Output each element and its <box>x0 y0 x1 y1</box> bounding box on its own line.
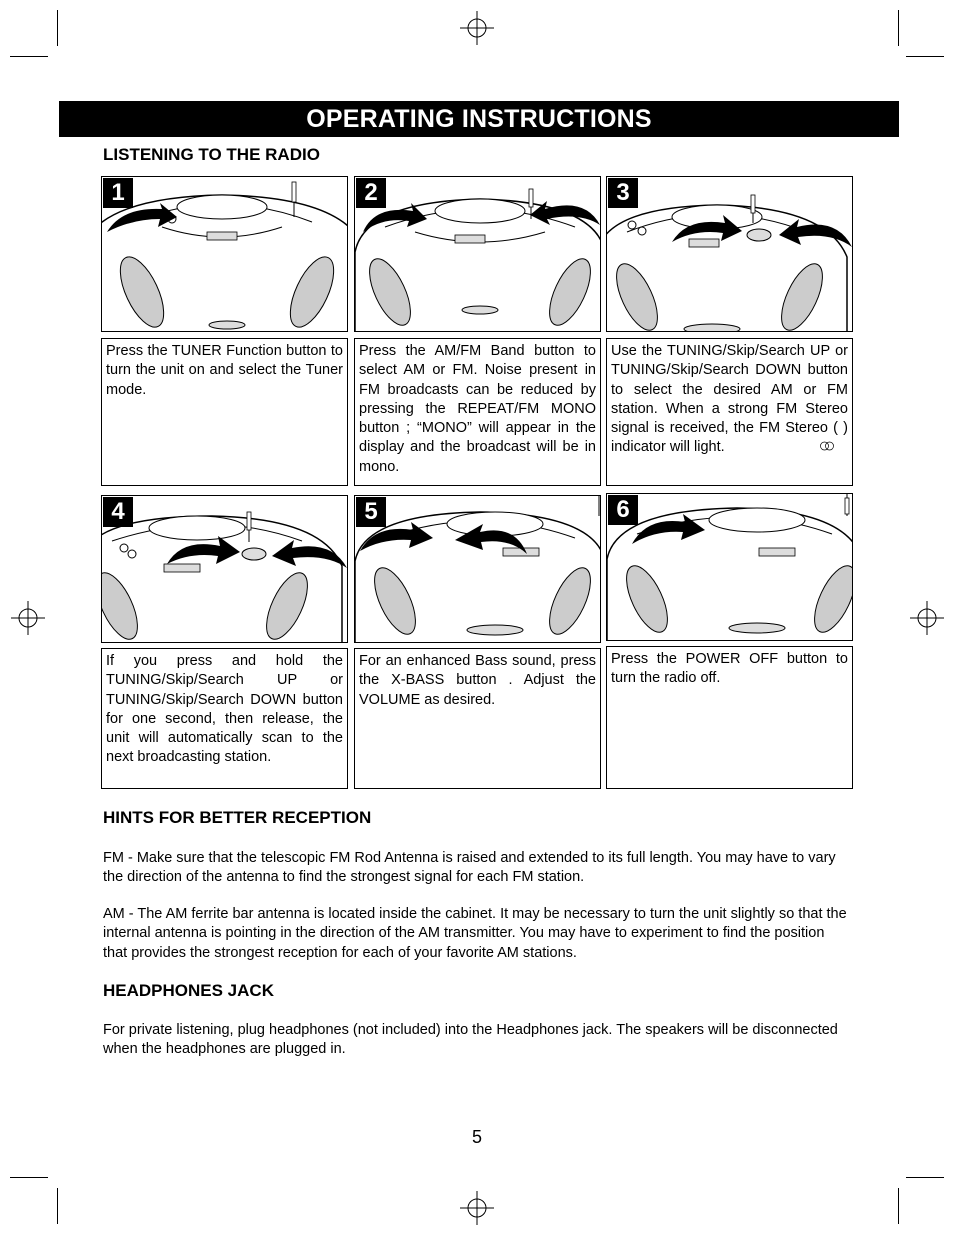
crop-mark <box>906 56 944 57</box>
boombox-illustration <box>102 496 348 643</box>
step-illustration-2 <box>354 176 601 332</box>
boombox-illustration <box>607 494 853 641</box>
step-text-4: If you press and hold the TUNING/Skip/Search UP or TUNING/Skip/Search DOWN button for one second, then release, the unit will automatically scan to the next broadcasting station. <box>101 648 348 789</box>
step-number: 4 <box>103 497 133 527</box>
step-illustration-5 <box>354 495 601 643</box>
crop-mark <box>10 56 48 57</box>
step-illustration-6 <box>606 493 853 641</box>
page-number: 5 <box>471 1127 482 1147</box>
step-text-6: Press the POWER OFF button to turn the radio off. <box>606 646 853 789</box>
paragraph-headphones: For private listening, plug headphones (not included) into the Headphones jack. The speakers will be disconnected when the headphones are plugged in. <box>103 1022 838 1058</box>
crop-mark <box>10 1177 48 1178</box>
step-text-2: Press the AM/FM Band button to select AM or FM. Noise present in FM broadcasts can be reduced by pressing the REPEAT/FM MONO button ; “MONO” will appear in the display and the broadcast will be in mono. <box>354 338 601 486</box>
step-number: 5 <box>356 497 386 527</box>
boombox-illustration <box>355 496 601 643</box>
step-number: 1 <box>103 178 133 208</box>
crop-mark <box>898 10 899 46</box>
registration-mark-icon <box>460 11 494 45</box>
step-text-3 <box>606 338 853 486</box>
boombox-illustration <box>607 177 853 332</box>
crop-mark <box>906 1177 944 1178</box>
crop-mark <box>57 10 58 46</box>
section-heading-radio: LISTENING TO THE RADIO <box>103 145 320 164</box>
step-number: 3 <box>608 178 638 208</box>
step-illustration-1 <box>101 176 348 332</box>
step-text-3-body: Use the TUNING/Skip/Search UP or TUNING/Skip/Search DOWN button to select the desired AM or FM station. When a strong FM Stereo signal is received, the FM Stereo ( ) indicator will light. <box>611 343 848 456</box>
section-heading-hints: HINTS FOR BETTER RECEPTION <box>103 808 372 827</box>
paragraph-fm: FM - Make sure that the telescopic FM Rod Antenna is raised and extended to its full length. You may have to vary the direction of the antenna to find the strongest signal for each FM station. <box>103 850 836 886</box>
step-text-1: Press the TUNER Function button to turn the unit on and select the Tuner mode. <box>101 338 348 486</box>
crop-mark <box>57 1188 58 1224</box>
crop-mark <box>898 1188 899 1224</box>
step-illustration-4 <box>101 495 348 643</box>
page-title: OPERATING INSTRUCTIONS <box>59 101 899 137</box>
step-text-5: For an enhanced Bass sound, press the X-BASS button . Adjust the VOLUME as desired. <box>354 648 601 789</box>
registration-mark-icon <box>11 601 45 635</box>
boombox-illustration <box>355 177 601 332</box>
registration-mark-icon <box>460 1191 494 1225</box>
registration-mark-icon <box>910 601 944 635</box>
section-heading-headphones: HEADPHONES JACK <box>103 981 274 1000</box>
step-illustration-3 <box>606 176 853 332</box>
step-number: 6 <box>608 495 638 525</box>
boombox-illustration <box>102 177 348 332</box>
stereo-indicator-icon <box>819 441 835 451</box>
paragraph-am: AM - The AM ferrite bar antenna is located inside the cabinet. It may be necessary to turn the unit slightly so that the internal antenna is pointing in the direction of the AM transmitter. You may have to experiment to find the position that provides the strongest reception for each of your favorite AM stations. <box>103 906 847 961</box>
step-number: 2 <box>356 178 386 208</box>
